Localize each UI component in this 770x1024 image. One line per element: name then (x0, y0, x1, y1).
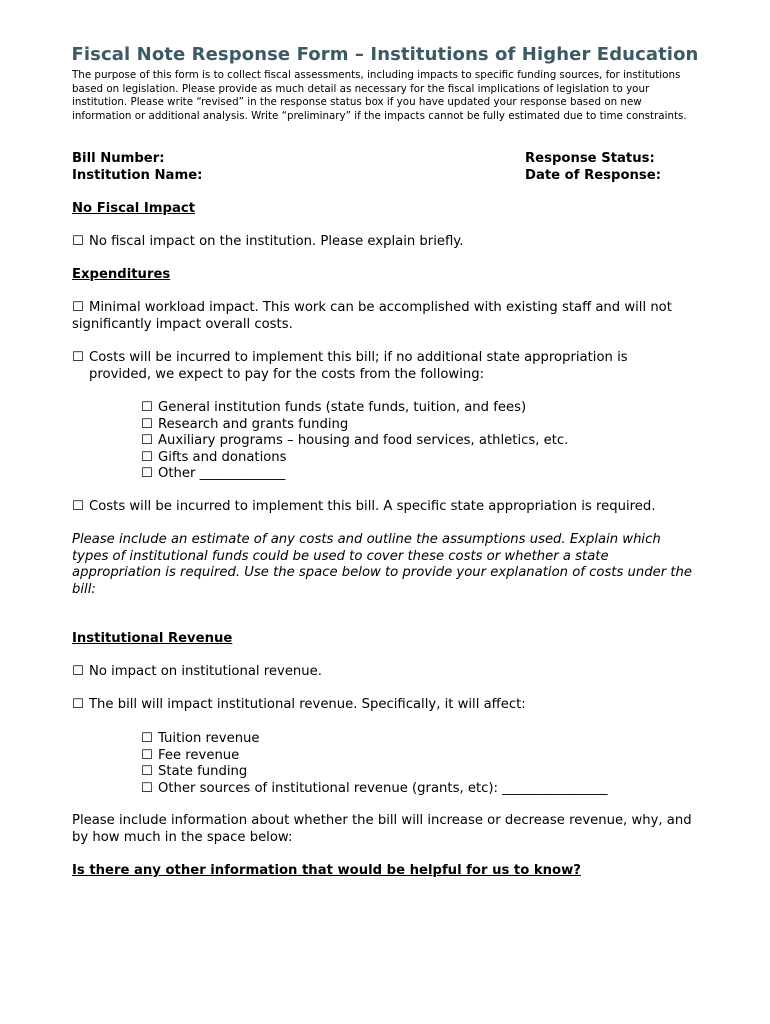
checkbox-icon[interactable]: ☐ (72, 697, 84, 712)
checkbox-icon[interactable]: ☐ (141, 449, 153, 465)
checkbox-icon[interactable]: ☐ (72, 300, 84, 315)
checkbox-icon[interactable]: ☐ (141, 416, 153, 432)
list-item[interactable]: ☐ Research and grants funding (141, 416, 349, 432)
list-item[interactable]: ☐ Other _____________ (141, 466, 286, 481)
checkbox-icon[interactable]: ☐ (141, 780, 153, 796)
checkbox-icon[interactable]: ☐ (72, 234, 84, 249)
checkbox-icon[interactable]: ☐ (141, 400, 153, 415)
checkbox-icon[interactable]: ☐ (141, 747, 153, 763)
list-item[interactable]: ☐ Tuition revenue (141, 731, 260, 746)
checkbox-icon[interactable]: ☐ (141, 764, 153, 779)
no-fiscal-impact-option[interactable] (72, 234, 463, 251)
costs-existing-funds-option[interactable] (72, 350, 692, 383)
no-revenue-impact-option[interactable] (72, 664, 322, 681)
institution-name-label: Institution Name: (72, 168, 203, 183)
other-information-question: Is there any other information that would be helpful for us to know? (72, 863, 581, 878)
list-item[interactable]: ☐ Gifts and donations (141, 449, 287, 465)
revenue-instructions: Please include information about whether the bill will increase or decrease revenue, why, and by how much in the space below: (72, 813, 692, 845)
date-of-response-label: Date of Response: (525, 168, 661, 183)
form-title: Fiscal Note Response Form – Institutions of Higher Education (71, 44, 699, 65)
checkbox-icon[interactable]: ☐ (72, 664, 84, 679)
option-label: The bill will impact institutional revenue. Specifically, it will affect: (89, 697, 526, 712)
funding-sources-list (141, 400, 568, 483)
checkbox-icon[interactable]: ☐ (141, 433, 153, 448)
option-label: Minimal workload impact. This work can be accomplished with existing staff and will not significantly impact overall costs. (72, 300, 672, 332)
checkbox-icon[interactable]: ☐ (72, 499, 84, 514)
bill-number-label: Bill Number: (72, 151, 165, 166)
checkbox-icon[interactable]: ☐ (72, 350, 84, 365)
list-item[interactable]: ☐ Auxiliary programs – housing and food services, athletics, etc. (141, 433, 569, 448)
revenue-items-list (141, 731, 608, 797)
no-fiscal-impact-heading: No Fiscal Impact (72, 201, 196, 216)
costs-instructions: Please include an estimate of any costs and outline the assumptions used. Explain which types of institutional funds could be used to cover these costs or whether a state appropriation is required. Use the space below to provide your explanation of costs under the bill: (72, 532, 692, 597)
list-item[interactable]: ☐ General institution funds (state funds, tuition, and fees) (141, 400, 527, 415)
option-label: No impact on institutional revenue. (89, 664, 322, 679)
list-item[interactable]: ☐ Other sources of institutional revenue (grants, etc): ________________ (141, 780, 608, 796)
intro-paragraph: The purpose of this form is to collect fiscal assessments, including impacts to specific funding sources, for institutions based on legislation. Please provide as much detail as necessary for the fiscal implications of legislation to your institution. Please write “revised” in the response status box if you have updated your response based on new information or additional analysis. Write “preliminary” if the impacts cannot be fully estimated due to time constraints. (72, 69, 687, 122)
option-label: Costs will be incurred to implement this bill. A specific state appropriation is required. (89, 499, 656, 514)
option-label: No fiscal impact on the institution. Please explain briefly. (89, 234, 464, 249)
revenue-impact-option[interactable] (72, 697, 526, 714)
minimal-workload-option[interactable] (72, 300, 692, 333)
response-status-label: Response Status: (525, 151, 655, 166)
checkbox-icon[interactable]: ☐ (141, 731, 153, 746)
institutional-revenue-heading: Institutional Revenue (72, 631, 233, 646)
option-label: Costs will be incurred to implement this bill; if no additional state appropriation is provided, we expect to pay for the costs from the following: (89, 350, 628, 382)
list-item[interactable]: ☐ Fee revenue (141, 747, 240, 763)
list-item[interactable]: ☐ State funding (141, 764, 248, 779)
state-appropriation-option[interactable] (72, 499, 655, 516)
checkbox-icon[interactable]: ☐ (141, 466, 153, 481)
expenditures-heading: Expenditures (72, 267, 171, 282)
